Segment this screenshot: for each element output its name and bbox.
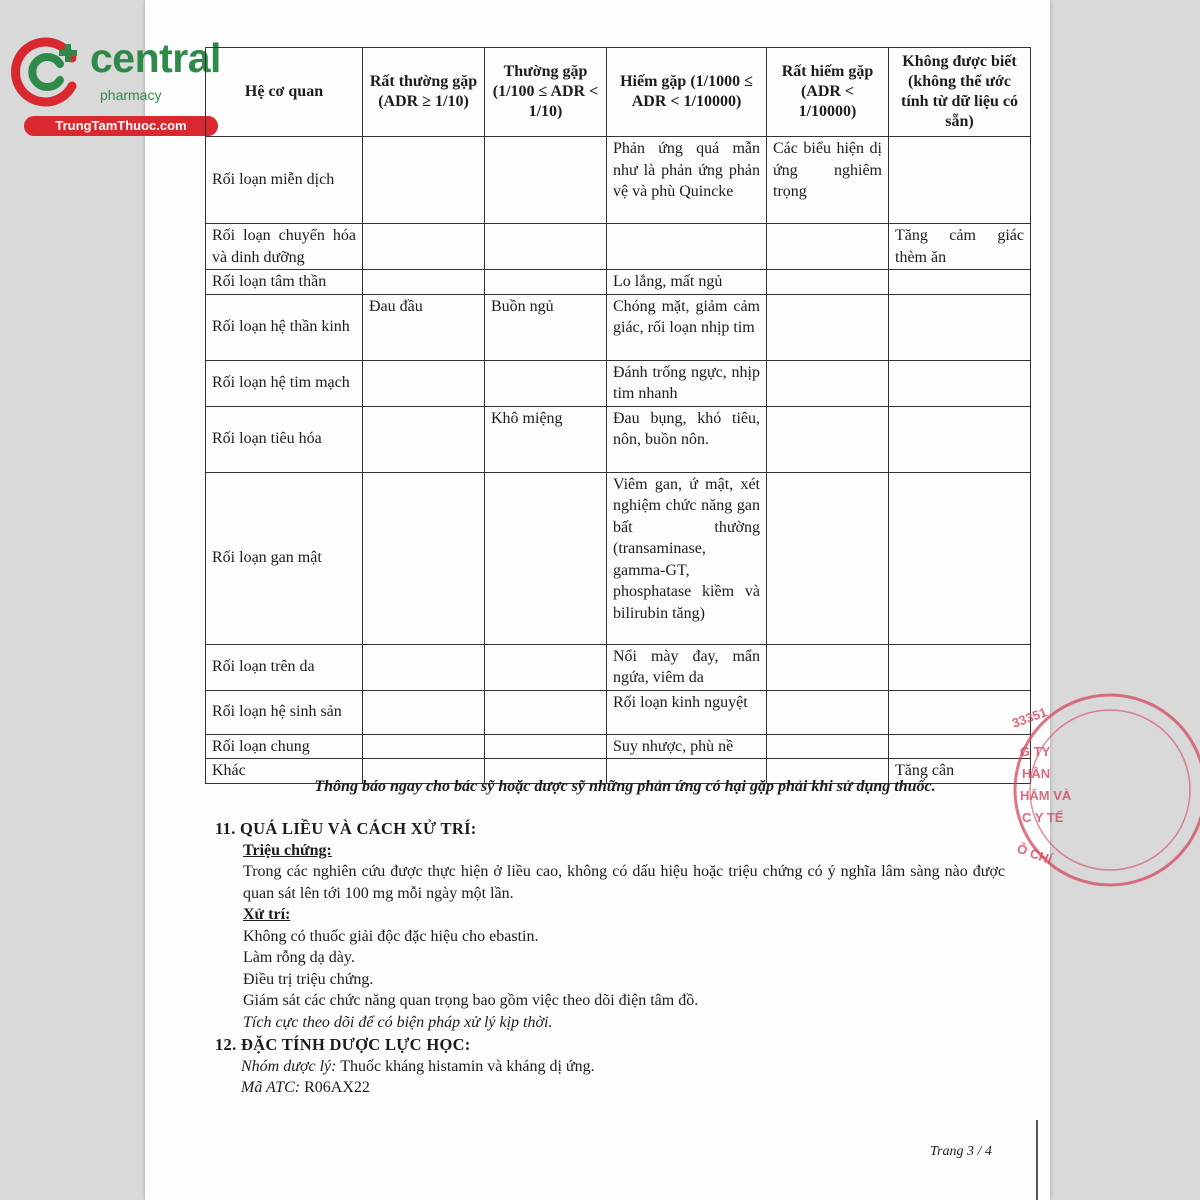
- treatment-line: Không có thuốc giải độc đặc hiệu cho ebastin.: [243, 927, 539, 945]
- organ-system-cell: Rối loạn chung: [206, 734, 363, 759]
- very-common-cell: [363, 472, 485, 644]
- header-unknown: Không được biết (không thể ước tính từ dữ liệu có sẵn): [889, 48, 1031, 137]
- unknown-cell: [889, 294, 1031, 360]
- svg-text:HẨM VÀ: HẨM VÀ: [1020, 788, 1072, 803]
- svg-text:Ồ CHÍ: Ồ CHÍ: [1014, 840, 1055, 868]
- unknown-cell: [889, 406, 1031, 472]
- common-cell: [485, 360, 607, 406]
- very-common-cell: [363, 644, 485, 690]
- rare-cell: Viêm gan, ứ mật, xét nghiệm chức năng gan bất thường (transaminase, gamma-GT, phosphatase kiềm và bilirubin tăng): [607, 472, 767, 644]
- overdose-section: [215, 818, 1015, 1033]
- rare-cell: Lo lắng, mất ngủ: [607, 270, 767, 295]
- common-cell: [485, 472, 607, 644]
- very-rare-cell: [767, 644, 889, 690]
- central-pharmacy-logo-icon: [10, 36, 82, 108]
- table-row: [206, 294, 1031, 360]
- rare-cell: Đau bụng, khó tiêu, nôn, buồn nôn.: [607, 406, 767, 472]
- brand-name: central: [90, 35, 221, 81]
- organ-system-cell: Rối loạn hệ thần kinh: [206, 294, 363, 360]
- organ-system-cell: Rối loạn hệ tim mạch: [206, 360, 363, 406]
- brand-sub: pharmacy: [100, 87, 162, 103]
- table-row: [206, 644, 1031, 690]
- page-edge-line: [1036, 1120, 1038, 1200]
- svg-text:HẦN: HẦN: [1022, 766, 1051, 781]
- treatment-line: Điều trị triệu chứng.: [243, 970, 374, 988]
- organ-system-cell: Rối loạn tiêu hóa: [206, 406, 363, 472]
- very-common-cell: [363, 137, 485, 224]
- very-common-cell: [363, 270, 485, 295]
- table-row: [206, 360, 1031, 406]
- rare-cell: Nổi mày đay, mẩn ngứa, viêm da: [607, 644, 767, 690]
- organ-system-cell: Khác: [206, 759, 363, 784]
- very-rare-cell: [767, 690, 889, 734]
- common-cell: Buồn ngủ: [485, 294, 607, 360]
- table-row: [206, 406, 1031, 472]
- organ-system-cell: Rối loạn tâm thần: [206, 270, 363, 295]
- very-rare-cell: [767, 270, 889, 295]
- central-pharmacy-logo: [10, 35, 221, 136]
- unknown-cell: [889, 644, 1031, 690]
- header-very-rare: Rất hiếm gặp (ADR < 1/10000): [767, 48, 889, 137]
- header-common: Thường gặp (1/100 ≤ ADR < 1/10): [485, 48, 607, 137]
- organ-system-cell: Rối loạn hệ sinh sản: [206, 690, 363, 734]
- very-rare-cell: [767, 294, 889, 360]
- common-cell: Khô miệng: [485, 406, 607, 472]
- common-cell: [485, 270, 607, 295]
- group-value: Thuốc kháng histamin và kháng dị ứng.: [340, 1057, 595, 1075]
- unknown-cell: [889, 472, 1031, 644]
- very-common-cell: [363, 406, 485, 472]
- symptoms-text: Trong các nghiên cứu được thực hiện ở liều cao, không có dấu hiệu hoặc triệu chứng có ý nghĩa lâm sàng nào được quan sát lên tới 100 mg mỗi ngày một lần.: [243, 863, 1005, 902]
- rare-cell: Rối loạn kinh nguyệt: [607, 690, 767, 734]
- very-rare-cell: [767, 224, 889, 270]
- very-common-cell: [363, 690, 485, 734]
- table-row: [206, 472, 1031, 644]
- very-rare-cell: [767, 360, 889, 406]
- organ-system-cell: Rối loạn miễn dịch: [206, 137, 363, 224]
- table-header-row: [206, 48, 1031, 137]
- page-number: Trang 3 / 4: [930, 1144, 992, 1159]
- unknown-cell: [889, 137, 1031, 224]
- table-row: [206, 734, 1031, 759]
- treatment-italic-note: Tích cực theo dõi để có biện pháp xử lý kịp thời.: [243, 1013, 553, 1031]
- rare-cell: Đánh trống ngực, nhịp tim nhanh: [607, 360, 767, 406]
- common-cell: [485, 137, 607, 224]
- adverse-reactions-table: [205, 47, 1031, 784]
- table-row: [206, 224, 1031, 270]
- common-cell: [485, 690, 607, 734]
- common-cell: [485, 224, 607, 270]
- table-row: [206, 690, 1031, 734]
- header-very-common: Rất thường gặp (ADR ≥ 1/10): [363, 48, 485, 137]
- symptoms-heading: Triệu chứng:: [243, 841, 332, 859]
- unknown-cell: Tăng cân: [889, 759, 1031, 784]
- atc-code: [241, 1077, 1015, 1099]
- very-common-cell: [363, 734, 485, 759]
- brand-site-banner: TrungTamThuoc.com: [24, 116, 218, 136]
- pharmacological-group: [241, 1056, 1015, 1078]
- header-rare: Hiếm gặp (1/1000 ≤ ADR < 1/10000): [607, 48, 767, 137]
- header-organ-system: Hệ cơ quan: [206, 48, 363, 137]
- very-rare-cell: Các biểu hiện dị ứng nghiêm trọng: [767, 137, 889, 224]
- unknown-cell: [889, 270, 1031, 295]
- atc-label: Mã ATC:: [241, 1079, 301, 1096]
- organ-system-cell: Rối loạn gan mật: [206, 472, 363, 644]
- table-row: [206, 270, 1031, 295]
- very-rare-cell: [767, 472, 889, 644]
- svg-text:G TY: G TY: [1020, 744, 1051, 759]
- rare-cell: Chóng mặt, giảm cảm giác, rối loạn nhịp tim: [607, 294, 767, 360]
- section-12-title: 12. ĐẶC TÍNH DƯỢC LỰC HỌC:: [215, 1035, 471, 1054]
- treatment-heading: Xử trí:: [243, 906, 291, 923]
- group-label: Nhóm dược lý:: [241, 1057, 337, 1075]
- unknown-cell: Tăng cảm giác thèm ăn: [889, 224, 1031, 270]
- svg-text:33351: 33351: [1009, 704, 1050, 731]
- report-reaction-note: Thông báo ngay cho bác sỹ hoặc dược sỹ những phản ứng có hại gặp phải khi sử dụng thuốc.: [314, 778, 936, 795]
- section-11-title: 11. QUÁ LIỀU VÀ CÁCH XỬ TRÍ:: [215, 819, 477, 838]
- common-cell: [485, 734, 607, 759]
- table-row: [206, 137, 1031, 224]
- very-rare-cell: [767, 406, 889, 472]
- official-stamp-seal: [1000, 700, 1072, 880]
- very-rare-cell: [767, 734, 889, 759]
- common-cell: [485, 644, 607, 690]
- atc-value: R06AX22: [304, 1079, 370, 1096]
- treatment-line: Giám sát các chức năng quan trọng bao gồm việc theo dõi điện tâm đồ.: [243, 992, 699, 1009]
- organ-system-cell: Rối loạn chuyển hóa và dinh dưỡng: [206, 224, 363, 270]
- very-common-cell: Đau đầu: [363, 294, 485, 360]
- rare-cell: [607, 224, 767, 270]
- svg-text:C Y TẾ: C Y TẾ: [1022, 810, 1064, 825]
- treatment-line: Làm rỗng dạ dày.: [243, 949, 355, 966]
- unknown-cell: [889, 360, 1031, 406]
- rare-cell: Suy nhược, phù nề: [607, 734, 767, 759]
- pharmacodynamics-section: [215, 1034, 1015, 1099]
- rare-cell: Phản ứng quá mẫn như là phản ứng phản vệ và phù Quincke: [607, 137, 767, 224]
- very-common-cell: [363, 360, 485, 406]
- organ-system-cell: Rối loạn trên da: [206, 644, 363, 690]
- very-common-cell: [363, 224, 485, 270]
